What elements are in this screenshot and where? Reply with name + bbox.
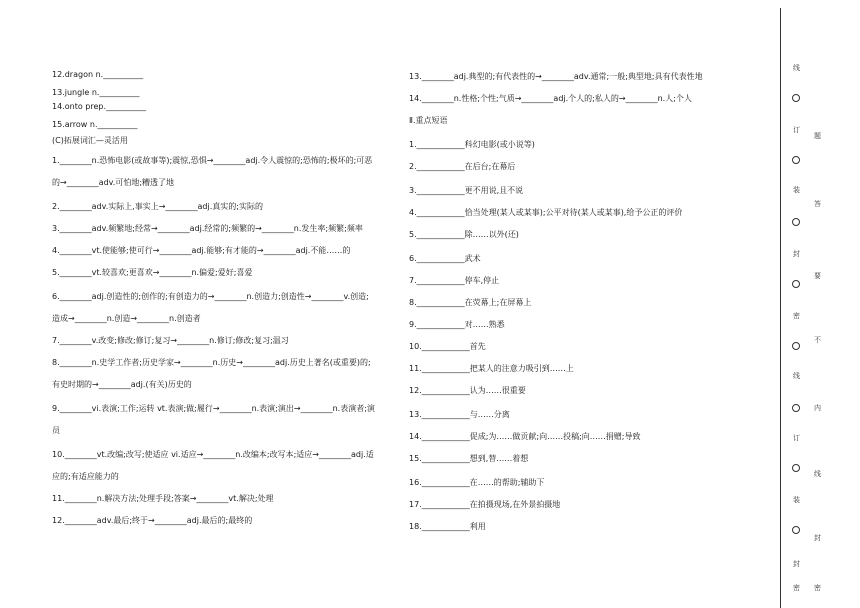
binding-char: 线 [814, 470, 821, 478]
text-line: 14.onto prep.__________ [52, 102, 146, 111]
text-line: 10.____________首先 [409, 342, 486, 351]
text-line: 1.________n.恐怖电影(或故事等);震惊,恐惧→________adj.令人震惊的;恐怖的;极坏的;可恶 [52, 156, 373, 165]
text-line: 13.____________与……分离 [409, 410, 510, 419]
binding-char: 装 [793, 496, 800, 504]
text-line: Ⅱ.重点短语 [409, 116, 448, 125]
text-line: 2.____________在后台;在幕后 [409, 162, 516, 171]
text-line: 8.________n.史学工作者;历史学家→________n.历史→________adj.历史上著名(或重要)的; [52, 358, 371, 367]
text-line: (C)拓展词汇—灵活用 [52, 136, 128, 145]
binding-circle [792, 464, 800, 472]
text-line: 16.____________在……的帮助;辅助下 [409, 478, 545, 487]
binding-char: 封 [793, 560, 800, 568]
text-line: 8.____________在荧幕上;在屏幕上 [409, 298, 532, 307]
text-line: 13.jungle n.__________ [52, 88, 140, 97]
text-line: 14.________n.性格;个性;气质→________adj.个人的;私人的→________n.人;个人 [409, 94, 692, 103]
text-line: 12.dragon n.__________ [52, 70, 144, 79]
binding-char: 线 [793, 372, 800, 380]
text-line: 3.____________更不用说,且不说 [409, 186, 524, 195]
binding-char: 不 [814, 336, 821, 344]
binding-char: 内 [814, 404, 821, 412]
text-line: 5.________vt.较喜欢;更喜欢→________n.偏爱;爱好;喜爱 [52, 268, 253, 277]
text-line: 12.____________认为……很重要 [409, 386, 526, 395]
binding-char: 线 [793, 64, 800, 72]
binding-char: 订 [793, 434, 800, 442]
binding-circle [792, 526, 800, 534]
text-line: 4.________vt.使能够;使可行→________adj.能够;有才能的→________adj.不能……的 [52, 246, 351, 255]
text-line: 6.________adj.创造性的;创作的;有创造力的→________n.创造力;创造性→________v.创造; [52, 292, 369, 301]
text-line: 1.____________科幻电影(或小说等) [409, 140, 535, 149]
text-line: 员 [52, 426, 60, 435]
text-line: 5.____________除……以外(还) [409, 230, 519, 239]
binding-circle [792, 280, 800, 288]
text-line: 13.________adj.典型的;有代表性的→________adv.通常;一般;典型地;具有代表性地 [409, 72, 703, 81]
text-line: 11.________n.解决方法;处理手段;答案→________vt.解决;处理 [52, 494, 274, 503]
binding-circle [792, 218, 800, 226]
binding-char: 密 [814, 584, 821, 592]
text-line: 造成→________n.创造→________n.创造者 [52, 314, 201, 323]
text-line: 应的;有适应能力的 [52, 472, 119, 481]
binding-circle [792, 156, 800, 164]
binding-line [780, 8, 781, 608]
binding-circle [792, 404, 800, 412]
binding-char: 密 [793, 312, 800, 320]
text-line: 15.arrow n.__________ [52, 120, 138, 129]
text-line: 4.____________恰当处理(某人或某事);公平对待(某人或某事),给予公正的评价 [409, 208, 683, 217]
text-line: 11.____________把某人的注意力吸引到……上 [409, 364, 574, 373]
text-line: 15.____________想到,替……着想 [409, 454, 529, 463]
text-line: 10.________vt.改编;改写;使适应 vi.适应→________n.改编本;改写本;适应→________adj.适 [52, 450, 374, 459]
text-line: 14.____________促成;为……做贡献;向……投稿;向……捐赠;导致 [409, 432, 641, 441]
text-line: 9.____________对……熟悉 [409, 320, 505, 329]
binding-char: 封 [793, 250, 800, 258]
text-line: 6.____________武术 [409, 254, 481, 263]
binding-char: 要 [814, 272, 821, 280]
text-line: 12.________adv.最后;终于→________adj.最后的;最终的 [52, 516, 253, 525]
text-line: 9.________vi.表演;工作;运转 vt.表演;做;履行→________n.表演;演出→________n.表演者;演 [52, 404, 375, 413]
text-line: 18.____________利用 [409, 522, 486, 531]
binding-circle [792, 94, 800, 102]
text-line: 7.____________停车,停止 [409, 276, 500, 285]
text-line: 的→________adv.可怕地;糟透了地 [52, 178, 175, 187]
binding-char: 答 [814, 200, 821, 208]
binding-char: 订 [793, 126, 800, 134]
binding-char: 题 [814, 132, 821, 140]
text-line: 2.________adv.实际上,事实上→________adj.真实的;实际的 [52, 202, 263, 211]
text-line: 3.________adv.频繁地;经常→________adj.经常的;频繁的→________n.发生率;频繁;频率 [52, 224, 363, 233]
binding-char: 封 [814, 534, 821, 542]
text-line: 有史时期的→________adj.(有关)历史的 [52, 380, 192, 389]
text-line: 17.____________在拍摄现场,在外景拍摄地 [409, 500, 561, 509]
text-line: 7.________v.改变;修改;修订;复习→________n.修订;修改;复习;温习 [52, 336, 289, 345]
binding-char: 装 [793, 186, 800, 194]
binding-char: 密 [793, 584, 800, 592]
binding-circle [792, 342, 800, 350]
